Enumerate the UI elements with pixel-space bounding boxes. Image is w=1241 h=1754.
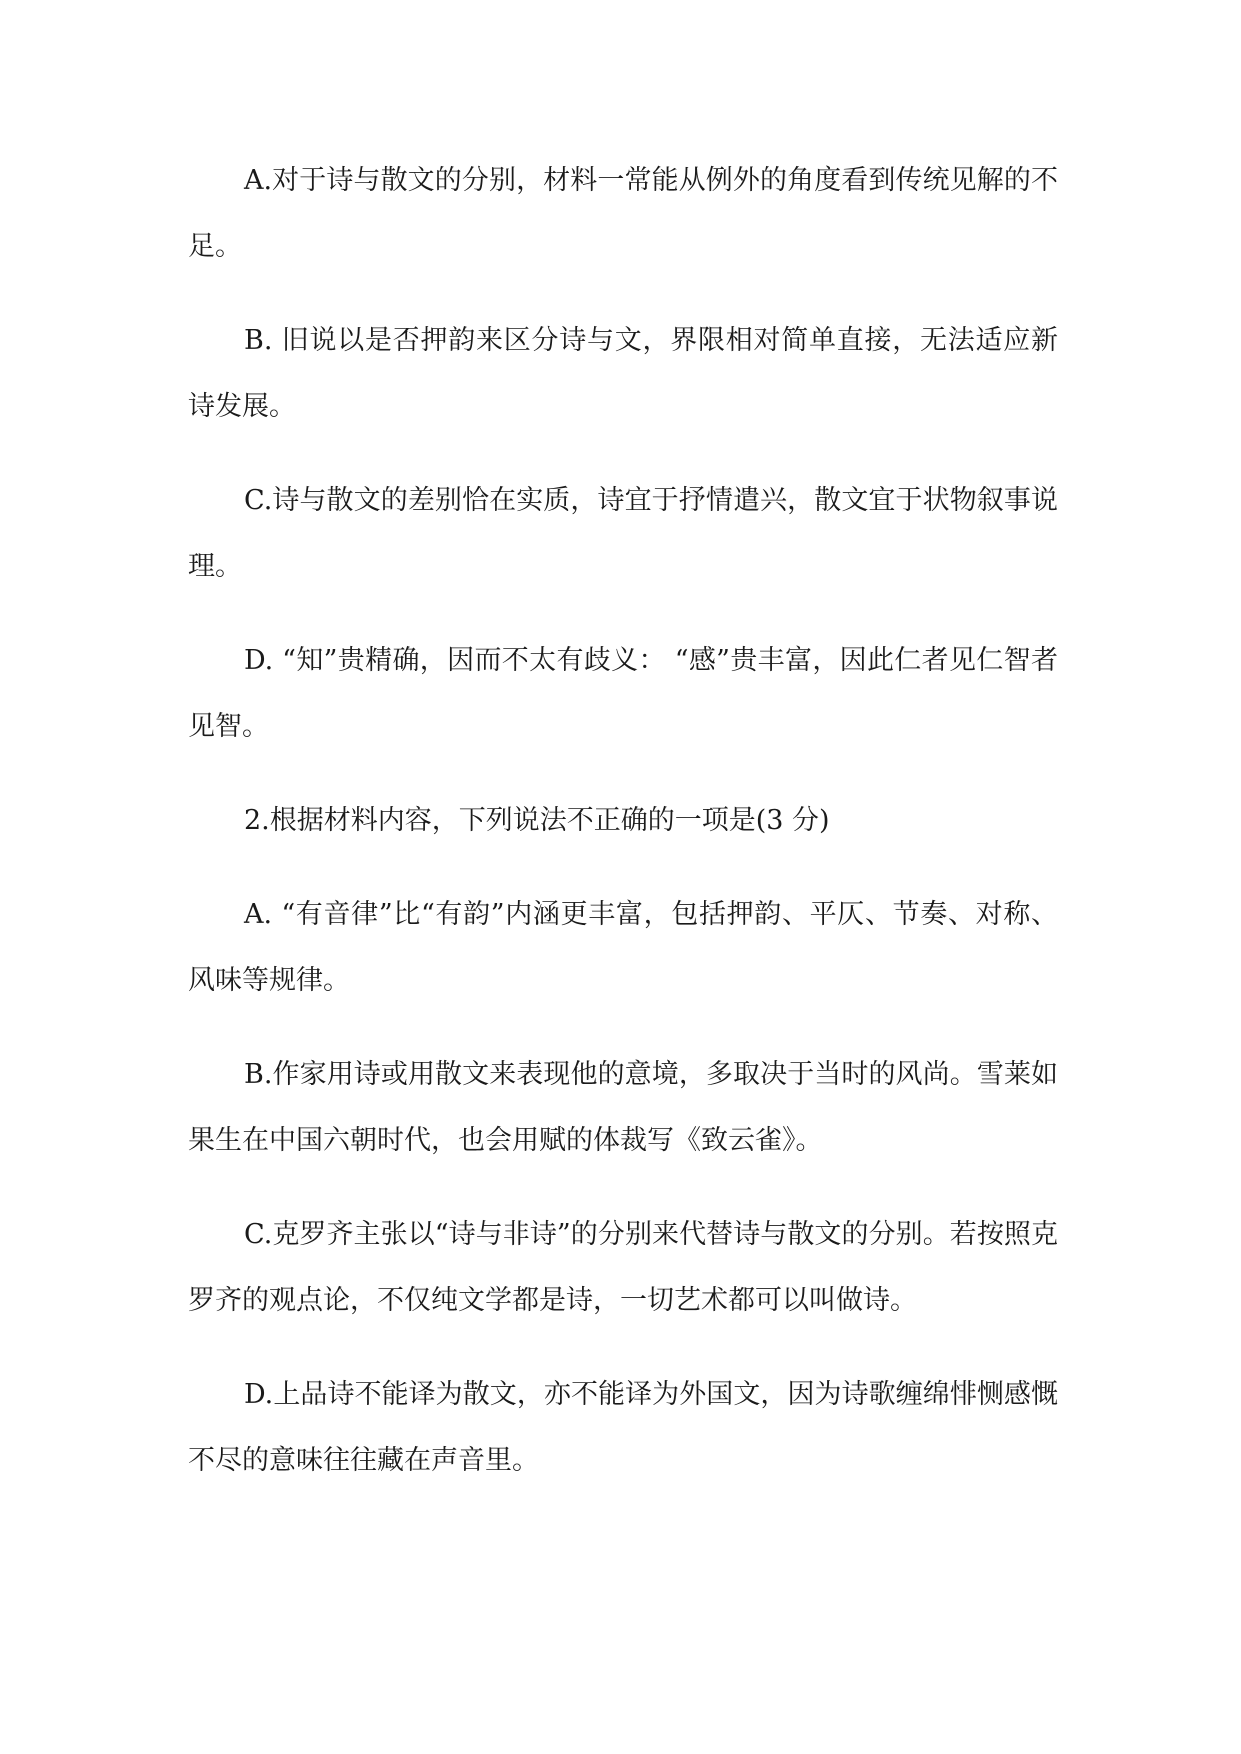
question-2-option-b: B.作家用诗或用散文来表现他的意境，多取决于当时的风尚。雪莱如果生在中国六朝时代，也会用赋的体裁写《致云雀》。 — [188, 1059, 1058, 1156]
option-b-paragraph: B. 旧说以是否押韵来区分诗与文，界限相对简单直接，无法适应新诗发展。 — [188, 325, 1058, 422]
option-c-paragraph: C.诗与散文的差别恰在实质，诗宜于抒情遣兴，散文宜于状物叙事说理。 — [188, 485, 1058, 582]
question-2-option-c: C.克罗齐主张以“诗与非诗”的分别来代替诗与散文的分别。若按照克罗齐的观点论，不仅纯文学都是诗，一切艺术都可以叫做诗。 — [188, 1219, 1058, 1316]
question-2-option-a: A. “有音律”比“有韵”内涵更丰富，包括押韵、平仄、节奏、对称、风味等规律。 — [188, 899, 1058, 996]
question-2-stem: 2.根据材料内容，下列说法不正确的一项是(3 分) — [244, 805, 830, 836]
option-d-paragraph: D. “知”贵精确，因而不太有歧义： “感”贵丰富，因此仁者见仁智者见智。 — [188, 645, 1058, 742]
document-body — [188, 148, 1058, 1522]
question-2-option-d: D.上品诗不能译为散文，亦不能译为外国文，因为诗歌缠绵悱恻感慨不尽的意味往往藏在声音里。 — [188, 1379, 1058, 1476]
option-a-paragraph: A.对于诗与散文的分别，材料一常能从例外的角度看到传统见解的不足。 — [188, 165, 1058, 262]
